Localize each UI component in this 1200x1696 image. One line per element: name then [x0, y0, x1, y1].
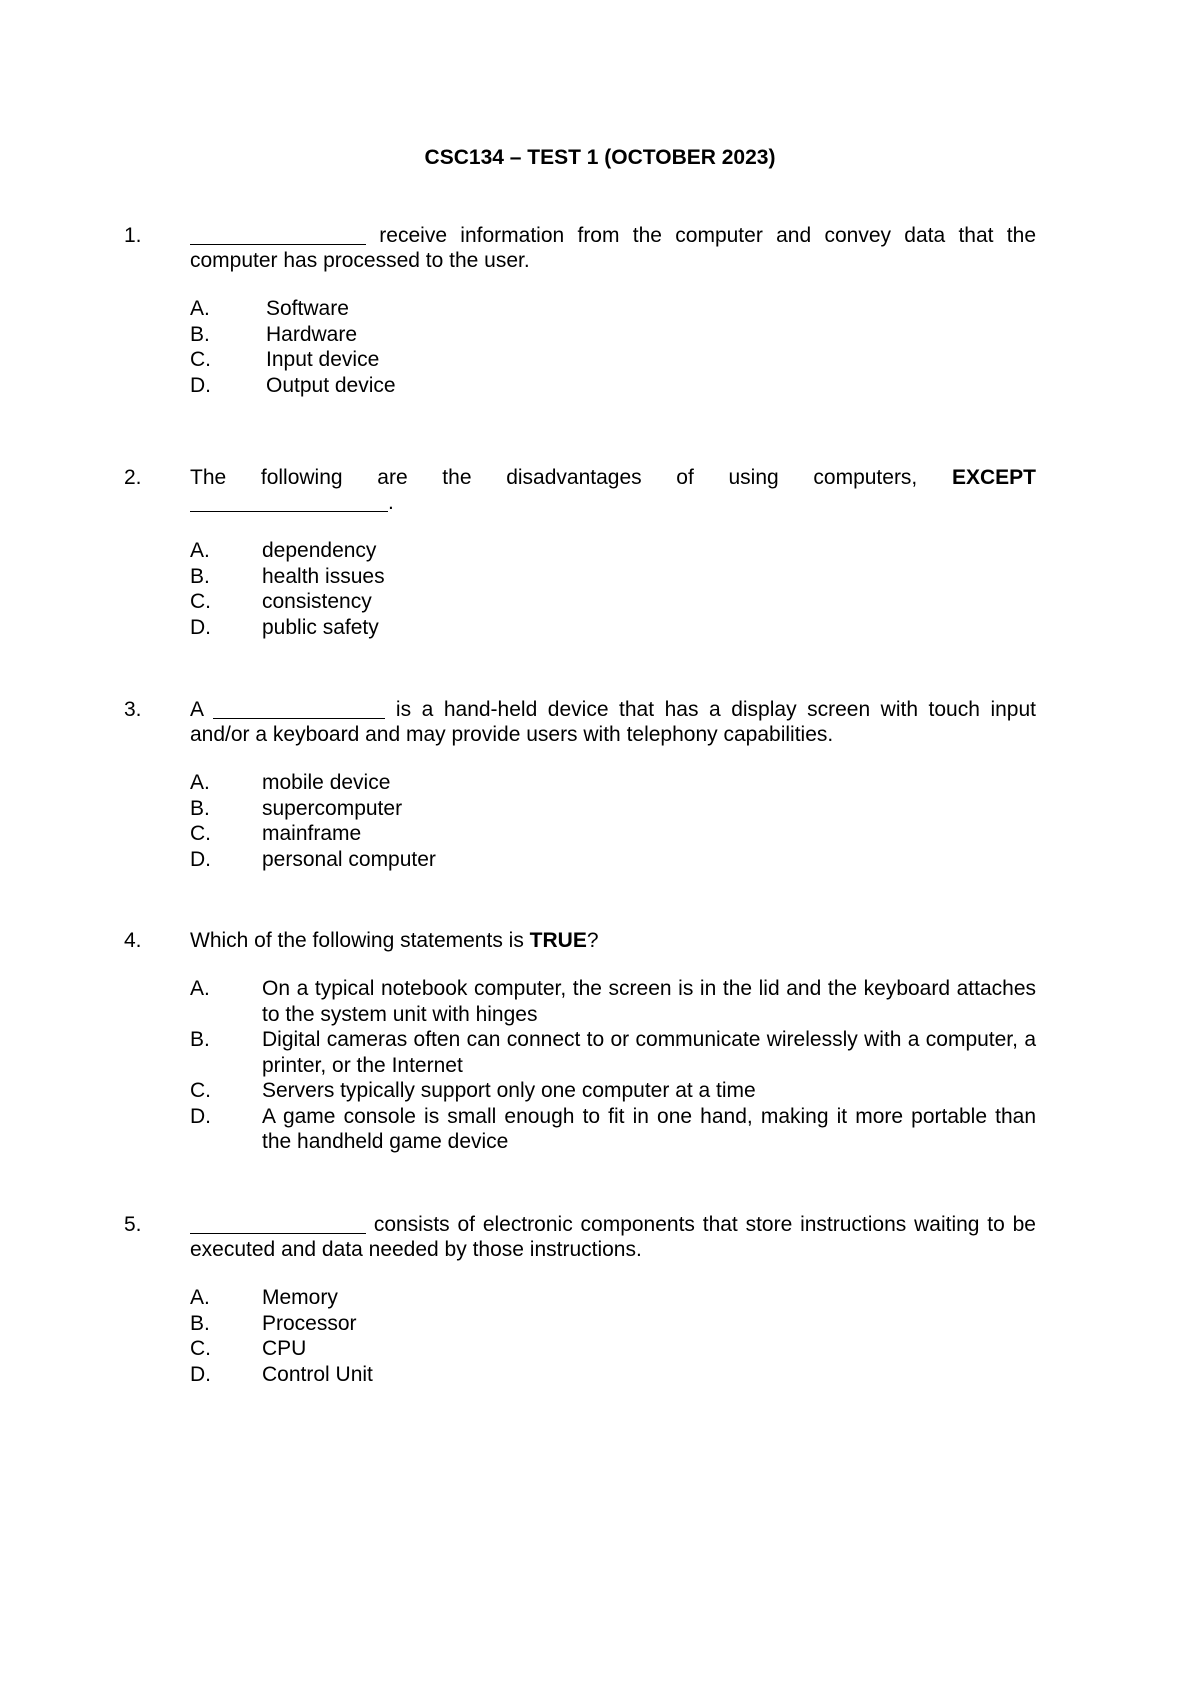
question-text: [190, 697, 1036, 747]
option-letter: C.: [190, 590, 211, 613]
answer-blank: [190, 1213, 366, 1234]
question-text-part: is a hand-held device that has a display screen with touch input and/or a keyboard and may provide users with telephony capabilities.: [190, 698, 1036, 746]
option-letter: A.: [190, 977, 210, 1000]
option-b: [190, 1027, 1036, 1078]
question-number: 5.: [124, 1213, 142, 1236]
option-list: [124, 976, 1036, 1155]
option-letter: B.: [190, 322, 210, 346]
option-b: [190, 564, 1036, 590]
question-2: [124, 465, 1036, 640]
option-text: supercomputer: [262, 796, 403, 820]
option-list: [124, 770, 1036, 872]
question-number: 4.: [124, 929, 142, 952]
question-number: 2.: [124, 466, 142, 489]
option-letter: D.: [190, 373, 211, 397]
option-letter: C.: [190, 1079, 211, 1102]
option-text: On a typical notebook computer, the screen is in the lid and the keyboard attaches to the system unit with hinges: [262, 977, 1036, 1026]
option-d: [190, 1362, 1036, 1388]
answer-blank: [213, 698, 385, 719]
question-number: 3.: [124, 698, 142, 721]
question-text: [190, 1212, 1036, 1262]
option-text: mainframe: [262, 822, 362, 845]
answer-blank: [190, 224, 366, 245]
question-text: [190, 223, 1036, 273]
question-text-part: consists of electronic components that store instructions waiting to be executed and data needed by those instructions.: [190, 1213, 1036, 1261]
question-text: [190, 928, 1036, 953]
question-3: [124, 697, 1036, 872]
question-text-part: The following are the disadvantages of using computers,: [190, 466, 918, 489]
option-b: [190, 1311, 1036, 1337]
option-letter: D.: [190, 1362, 211, 1386]
option-d: [190, 1104, 1036, 1155]
option-text: public safety: [262, 615, 379, 639]
option-text: Servers typically support only one computer at a time: [262, 1079, 756, 1102]
option-text: Hardware: [266, 322, 358, 346]
option-text: mobile device: [262, 771, 391, 794]
page-title: CSC134 – TEST 1 (OCTOBER 2023): [424, 146, 776, 169]
option-b: [190, 322, 1036, 348]
question-text: [190, 465, 1036, 490]
question-text-part: A: [190, 698, 214, 721]
option-letter: C.: [190, 1337, 211, 1360]
option-list: [124, 296, 1036, 398]
option-b: [190, 796, 1036, 822]
option-c: [190, 821, 1036, 847]
question-text-part: Which of the following statements is: [190, 929, 530, 952]
option-c: [190, 1078, 1036, 1104]
option-letter: A.: [190, 539, 210, 562]
answer-blank: [190, 491, 388, 512]
option-letter: C.: [190, 822, 211, 845]
option-text: consistency: [262, 590, 372, 613]
option-text: Output device: [266, 373, 396, 397]
option-d: [190, 847, 1036, 873]
option-a: [190, 770, 1036, 796]
option-text: personal computer: [262, 847, 436, 871]
option-text: health issues: [262, 564, 385, 588]
option-a: [190, 538, 1036, 564]
option-text: CPU: [262, 1337, 307, 1360]
question-text-end: .: [388, 491, 394, 514]
option-letter: A.: [190, 771, 210, 794]
question-stem: [124, 1212, 1036, 1262]
question-4: [124, 928, 1036, 1155]
option-letter: A.: [190, 297, 210, 320]
emphasis-text: EXCEPT: [951, 466, 1036, 489]
option-list: [124, 538, 1036, 640]
option-text: dependency: [262, 539, 377, 562]
option-letter: C.: [190, 348, 211, 371]
emphasis-text: TRUE: [529, 929, 587, 952]
option-list: [124, 1285, 1036, 1387]
question-text-line-2: [190, 490, 1036, 515]
option-a: [190, 976, 1036, 1027]
option-c: [190, 1336, 1036, 1362]
option-text: Control Unit: [262, 1362, 373, 1386]
question-stem: [124, 928, 1036, 953]
question-stem: [124, 465, 1036, 515]
option-letter: B.: [190, 564, 210, 588]
option-c: [190, 347, 1036, 373]
option-letter: B.: [190, 796, 210, 820]
option-text: Input device: [266, 348, 380, 371]
option-letter: B.: [190, 1028, 210, 1051]
option-a: [190, 296, 1036, 322]
option-text: Software: [266, 297, 349, 320]
question-text-part: receive information from the computer and convey data that the computer has processed to the user.: [190, 224, 1036, 272]
question-stem: [124, 697, 1036, 747]
option-c: [190, 589, 1036, 615]
option-d: [190, 373, 1036, 399]
option-d: [190, 615, 1036, 641]
option-letter: D.: [190, 615, 211, 639]
option-letter: B.: [190, 1311, 210, 1335]
question-5: [124, 1212, 1036, 1387]
option-text: Processor: [262, 1311, 357, 1335]
option-text: A game console is small enough to fit in one hand, making it more portable than the handheld game device: [262, 1104, 1036, 1153]
question-stem: [124, 223, 1036, 273]
question-number: 1.: [124, 224, 142, 247]
option-a: [190, 1285, 1036, 1311]
option-text: Digital cameras often can connect to or communicate wirelessly with a computer, a printer, or the Internet: [262, 1028, 1036, 1077]
question-1: [124, 223, 1036, 398]
option-letter: A.: [190, 1286, 210, 1309]
option-letter: D.: [190, 847, 211, 871]
question-text-end: ?: [586, 929, 599, 952]
option-letter: D.: [190, 1104, 211, 1128]
option-text: Memory: [262, 1286, 338, 1309]
